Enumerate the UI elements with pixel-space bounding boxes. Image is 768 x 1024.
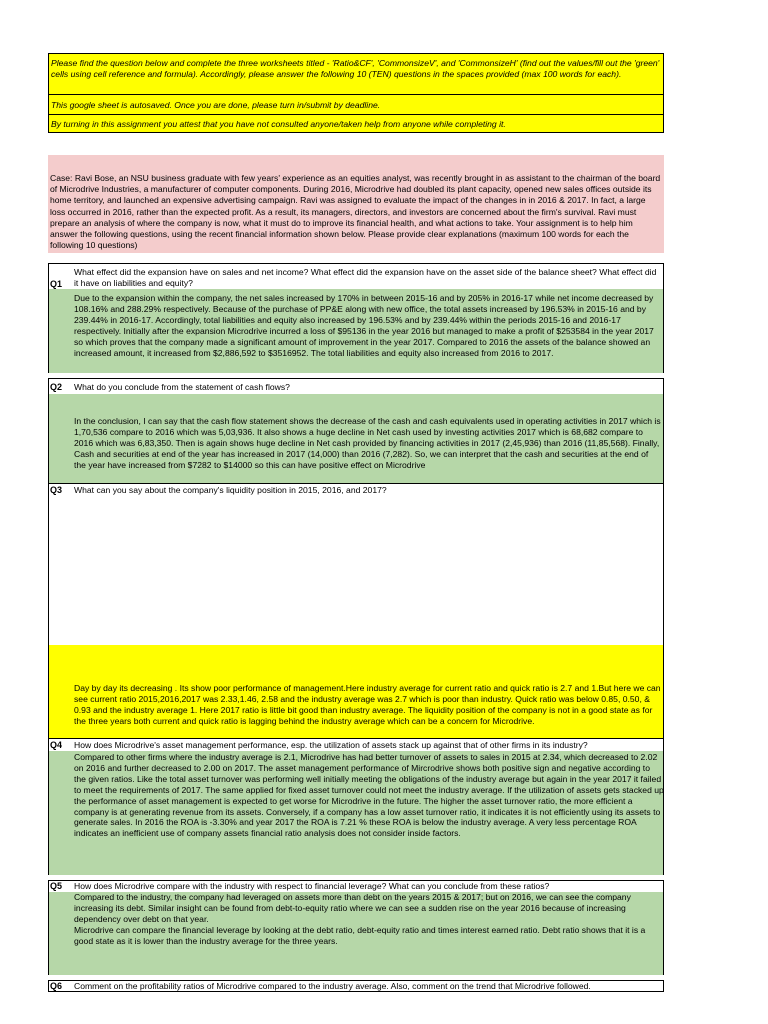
q4-question-row xyxy=(48,738,664,751)
q6-question-row xyxy=(48,980,664,992)
instructions-line1-cell xyxy=(48,53,664,95)
q6-label: Q6 xyxy=(50,981,63,991)
q6-question: Comment on the profitability ratios of Microdrive compared to the industry average. Also, comment on the trend that Microdrive followed. xyxy=(74,981,591,991)
q4-answer-cell[interactable] xyxy=(48,751,664,875)
q2-question: What do you conclude from the statement of cash flows? xyxy=(74,382,290,392)
q4-answer: Compared to other firms where the industry average is 2.1, Microdrive has had better turnover of assets to sales in 2015 at 2.34, which decreased to 2.02 on 2016 and further decreased to 2.00 on 2017. The asset management performance of Mircrodrive shows both positive sign and negative according to the given ratios. Like the total asset turnover was performing well initially meeting the obligations of the industry average but again in the year 2017 it failed to meet the requirements of 2017. The same applied for fixed asset turnover could not meet the industry average. If the utilization of assets gets stacked up the performance of asset management is expected to get worse for Microdrive in the future. The higher the asset turnover ratio, the more efficient a company is at generating revenue from its assets. Conversely, if a company has a low asset turnover ratio, it indicates it is not efficiently using its assets to generate sales. In 2016 the ROA is -3.30% and year 2017 the ROA is 7.21 % these ROA is below the industry average. A very less percentage ROA indicates an inefficient use of company assets financial ratio analysis does not consider inside factors. xyxy=(74,752,664,839)
q2-answer-cell[interactable] xyxy=(48,394,664,483)
q1-answer: Due to the expansion within the company, the net sales increased by 170% in between 2015-16 and by 205% in 2016-17 while net income decreased by 108.16% and 288.29% respectively. Because of the purchase of PP&E along with new office, the total assets increased by 196.53% in 2015-16 and by 239.44% in 2016-17. Accordingly, total liabilities and equity also increased by 196.53% and by 239.44% within the periods 2015-16 and 2016-17 respectively. Initially after the expansion Microdrive incurred a loss of $95136 in the year 2016 but managed to make a profit of $253584 in the year 2017 so which proves that the company made a significant amount of improvement in the year 2017. Compared to 2016 the assets of the balance showed an increased amount, it increased from $2,886,592 to $3516952. The total liabilities and equity also increased from 2016 to 2017. xyxy=(74,293,654,358)
q5-question-row xyxy=(48,880,664,892)
q1-label: Q1 xyxy=(50,279,63,289)
q3-label: Q3 xyxy=(50,485,63,495)
q5-label: Q5 xyxy=(50,881,63,891)
q2-answer: In the conclusion, I can say that the cash flow statement shows the decrease of the cash and cash equivalents used in operating activities in 2017 which is 1,70,536 compare to 2016 which was 5,03,936. It also shows a huge decline in Net cash used by investing activities 2017 which is 68,682 compare to 2016 which was 6,83,350. Then is again shows huge decline in Net cash provided by financing activities in 2017 (2,45,936) than 2016 (11,85,568). Finally, Cash and securities at end of the year has increased in 2017 (14,000) than 2016 (7,282). So, we can interpret that the cash and securities at the end of the year have increased from $7282 to $14000 so this can have positive effect on Microdrive xyxy=(74,416,661,470)
case-text: Case: Ravi Bose, an NSU business graduate with few years' experience as an equities analyst, was recently brought in as assistant to the chairman of the board of Microdrive Industries, a manufacturer of computer components. During 2016, Microdrive had doubled its plant capacity, opened new sales offices outside its home territory, and launched an expensive advertising campaign. Ravi was assigned to evaluate the impact of the changes in in 2016 & 2017. In fact, a large loss occurred in 2016, rather than the expected profit. As a result, its managers, directors, and investors are concerned about the firm's survival. Ravi must prepare an analysis of where the company is now, what it must do to improve its financial health, and what actions to take. Your assignment is to help him answer the following questions, using the recent financial information shown below. Please provide clear explanations (maximum 100 words for each the following 10 questions) xyxy=(50,173,661,251)
q3-answer: Day by day its decreasing . Its show poor performance of management.Here industry average for current ratio and quick ratio is 2.7 and 1.But here we can see current ratio 2015,2016,2017 was 2.33,1.46, 2.58 and the industry average was 2.7 which is poor than industry. Quick ratio was below 0.85, 0.50, & 0.93 and the industry average 1. Here 2017 ratio is little bit good than industry average. The liquidity position of the company is not in a good state as for the three years both current and quick ratio is lagging behind the industry average which can be a concern for Microdrive. xyxy=(74,683,661,726)
q3-answer-cell[interactable] xyxy=(48,645,664,738)
q2-question-row xyxy=(48,378,664,394)
q4-label: Q4 xyxy=(50,740,63,750)
case-cell xyxy=(48,155,664,253)
q1-question: What effect did the expansion have on sales and net income? What effect did the expansion have on the asset side of the balance sheet? What effect did it have on liabilities and equity? xyxy=(74,267,657,288)
q1-question-row xyxy=(48,263,664,289)
instructions-line2: This google sheet is autosaved. Once you are done, please turn in/submit by deadline. xyxy=(51,100,381,110)
q5-answer-cell[interactable] xyxy=(48,892,664,975)
instructions-line1: Please find the question below and complete the three worksheets titled - 'Ratio&CF', 'CommonsizeV', and 'CommonsizeH' (find out the values/fill out the 'green' cells using cell reference and formula). Accordingly, please answer the following 10 (TEN) questions in the spaces provided (max 100 words for each). xyxy=(51,58,660,79)
q5-answer: Compared to the industry, the company had leveraged on assets more than debt on the years 2015 & 2017; but on 2016, we can see the company increasing its debt. Similar insight can be found from debt-to-equity ratio where we can see a sudden rise on the year 2016 because of increasing dependency over debt on that year. Microdrive can compare the financial leverage by looking at the debt ratio, debt-equity ratio and times interest earned ratio. Debt ratio shows that it is a good state as it is lower than the industry average for the three years. xyxy=(74,892,646,946)
q5-question: How does Microdrive compare with the industry with respect to financial leverage? What can you conclude from these ratios? xyxy=(74,881,550,891)
q1-answer-cell[interactable] xyxy=(48,289,664,373)
instructions-line3-cell xyxy=(48,115,664,133)
q3-question-row xyxy=(48,483,664,645)
instructions-line3: By turning in this assignment you attest that you have not consulted anyone/taken help from anyone while completing it. xyxy=(51,119,506,129)
q2-label: Q2 xyxy=(50,382,63,392)
q4-question: How does Microdrive's asset management performance, esp. the utilization of assets stack up against that of other firms in its industry? xyxy=(74,740,588,750)
instructions-line2-cell xyxy=(48,95,664,115)
q3-question: What can you say about the company's liquidity position in 2015, 2016, and 2017? xyxy=(74,485,387,495)
